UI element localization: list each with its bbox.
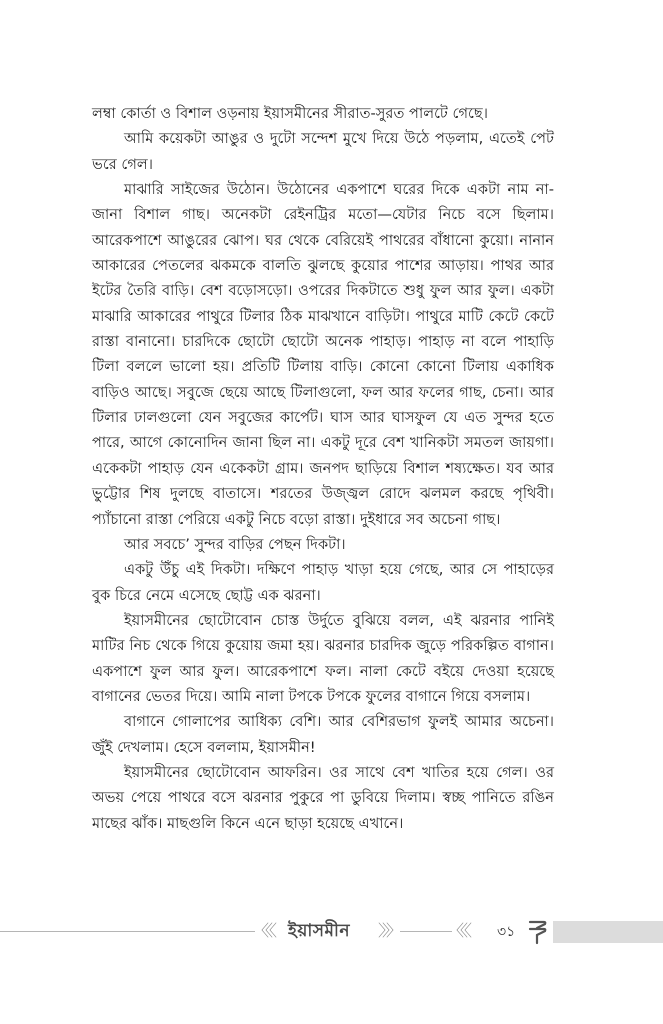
paragraph-2: আমি কয়েকটা আঙুর ও দুটো সন্দেশ মুখে দিয়ে উঠে পড়লাম, এতেই পেট ভরে গেল। — [92, 130, 554, 173]
running-title: ইয়াসমীন — [288, 921, 350, 941]
paragraph-4: আর সবচে’ সুন্দর বাড়ির পেছন দিকটা। — [124, 535, 346, 553]
footer-gray-bar — [553, 921, 663, 943]
folded-page-mark-icon — [528, 919, 548, 945]
footer-rule-mid — [400, 931, 452, 932]
paragraph-3: মাঝারি সাইজের উঠোন। উঠোনের একপাশে ঘরের দিকে একটা নাম না-জানা বিশাল গাছ। অনেকটা রেইনট্রির মতো—যেটার নিচে বসে ছিলাম। আরেকপাশে আঙুরের ঝোপ। ঘর থেকে বেরিয়েই পাথরের বাঁধানো কুয়ো। নানান আকারের পেতলের ঝকমকে বালতি ঝুলছে কুয়োর পাশের আড়ায়। পাথর আর ইটের তৈরি বাড়ি। বেশ বড়োসড়ো। ওপরের দিকটাতে শুধু ফুল আর ফুল। একটা মাঝারি আকারের পাথুরে টিলার ঠিক মাঝখানে বাড়িটা। পাথুরে মাটি কেটে কেটে রাস্তা বানানো। চারদিকে ছোটো ছোটো অনেক পাহাড়। পাহাড় না বলে পাহাড়ি টিলা বললে ভালো হয়। প্রতিটি টিলায় বাড়ি। কোনো কোনো টিলায় একাধিক বাড়িও আছে। সবুজে ছেয়ে আছে টিলাগুলো, ফল আর ফলের গাছ, চেনা। আর টিলার ঢালগুলো যেন সবুজের কার্পেট। ঘাস আর ঘাসফুল যে এত সুন্দর হতে পারে, আগে কোনোদিন জানা ছিল না। একটু দূরে বেশ খানিকটা সমতল জায়গা। একেকটা পাহাড় যেন একেকটা গ্রাম। জনপদ ছাড়িয়ে বিশাল শষ্যক্ষেত। যব আর ভুট্টোর শিষ দুলছে বাতাসে। শরতের উজ্জ্বল রোদে ঝলমল করছে পৃথিবী। প্যাঁচানো রাস্তা পেরিয়ে একটু নিচে বড়ো রাস্তা। দুইধারে সব অচেনা গাছ। — [92, 181, 554, 528]
paragraph-1: লম্বা কোর্তা ও বিশাল ওড়নায় ইয়াসমীনের সীরাত-সুরত পালটে গেছে। — [92, 105, 488, 122]
paragraph-5: একটু উঁচু এই দিকটা। দক্ষিণে পাহাড় খাড়া হয়ে গেছে, আর সে পাহাড়ের বুক চিরে নেমে এসেছে ছোট্ট এক ঝরনা। — [92, 561, 554, 604]
paragraph-7: বাগানে গোলাপের আধিক্য বেশি। আর বেশিরভাগ ফুলই আমার অচেনা। জুঁই দেখলাম। হেসে বললাম, ইয়াসমীন! — [92, 713, 554, 756]
footer-rule-left — [0, 931, 255, 932]
footer-ornament-left: 〈〈〈 — [253, 921, 274, 940]
paragraph-6: ইয়াসমীনের ছোটোবোন চোস্ত উর্দুতে বুঝিয়ে বলল, এই ঝরনার পানিই মাটির নিচ থেকে গিয়ে কুয়োয় জমা হয়। ঝরনার চারদিক জুড়ে পরিকল্পিত বাগান। একপাশে ফুল আর ফুল। আরেকপাশে ফল। নালা কেটে বইয়ে দেওয়া হয়েছে বাগানের ভেতর দিয়ে। আমি নালা টপকে টপকে ফুলের বাগানে গিয়ে বসলাম। — [92, 611, 554, 705]
page-number: ৩১ — [497, 924, 516, 940]
page-footer — [0, 915, 663, 949]
paragraph-8: ইয়াসমীনের ছোটোবোন আফরিন। ওর সাথে বেশ খাতির হয়ে গেল। ওর অভয় পেয়ে পাথরে বসে ঝরনার পুকুরে পা ডুবিয়ে দিলাম। স্বচ্ছ পানিতে রঙিন মাছের ঝাঁক। মাছগুলি কিনে এনে ছাড়া হয়েছে এখানে। — [92, 763, 554, 832]
footer-ornament-right: 〉〉〉 — [378, 921, 399, 940]
page-body — [92, 101, 554, 836]
footer-ornament-mid: 〈〈〈 — [448, 921, 469, 940]
